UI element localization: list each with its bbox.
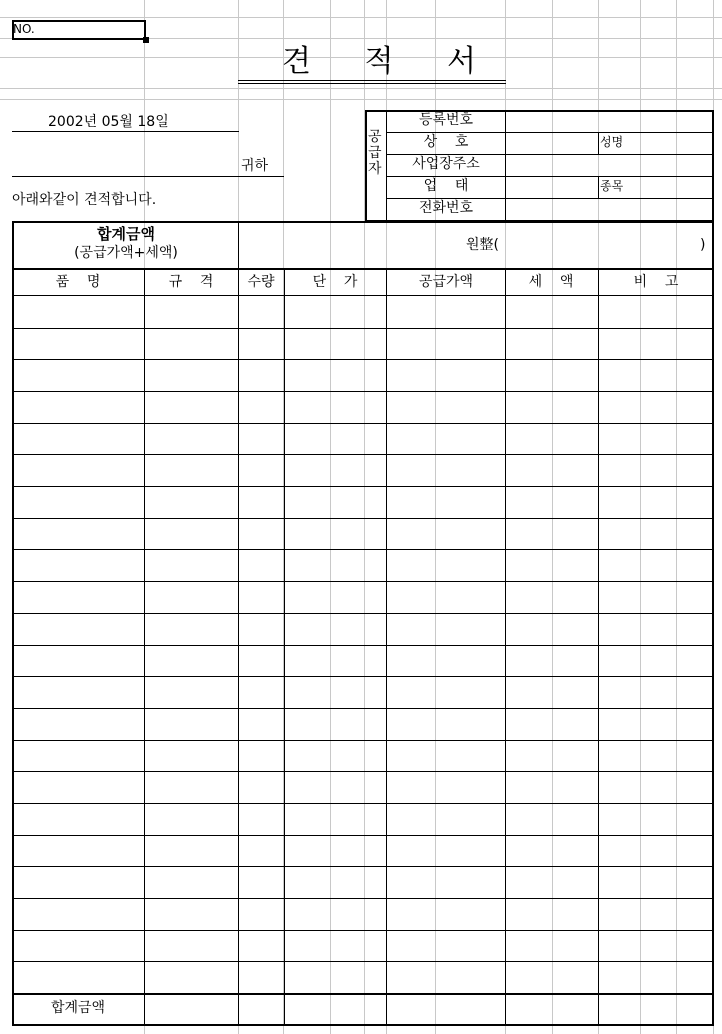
recipient-underline (12, 176, 284, 177)
table-cell-quantity[interactable] (239, 550, 283, 580)
table-cell-spec[interactable] (145, 741, 237, 771)
table-cell-quantity[interactable] (239, 329, 283, 359)
supplier-rep-input[interactable] (640, 133, 712, 153)
table-cell-supply-amount[interactable] (387, 772, 504, 802)
header-quantity: 수량 (247, 274, 275, 290)
no-box-handle (143, 37, 149, 43)
table-cell-unit-price[interactable] (285, 962, 385, 992)
table-cell-remarks[interactable] (599, 709, 713, 739)
table-cell-quantity[interactable] (239, 487, 283, 517)
table-cell-remarks[interactable] (599, 424, 713, 454)
table-cell-tax[interactable] (506, 931, 597, 961)
table-cell-spec[interactable] (145, 519, 237, 549)
table-cell-remarks[interactable] (599, 804, 713, 834)
table-cell-quantity[interactable] (239, 867, 283, 897)
table-cell-quantity[interactable] (239, 519, 283, 549)
table-cell-quantity[interactable] (239, 709, 283, 739)
table-cell-supply-amount[interactable] (387, 550, 504, 580)
supplier-name-label: 성명 (600, 135, 624, 149)
table-cell-supply-amount[interactable] (387, 360, 504, 390)
table-cell-item-name[interactable] (13, 709, 143, 739)
table-cell-tax[interactable] (506, 487, 597, 517)
table-cell-spec[interactable] (145, 646, 237, 676)
recipient-suffix: 귀하 (241, 158, 269, 174)
supplier-name-divider (598, 132, 599, 154)
table-cell-quantity[interactable] (239, 455, 283, 485)
table-cell-spec[interactable] (145, 360, 237, 390)
table-cell-remarks[interactable] (599, 329, 713, 359)
table-cell-spec[interactable] (145, 297, 237, 327)
supplier-item-input[interactable] (640, 177, 712, 197)
table-cell-tax[interactable] (506, 392, 597, 422)
table-cell-tax[interactable] (506, 297, 597, 327)
table-cell-supply-amount[interactable] (387, 836, 504, 866)
table-cell-remarks[interactable] (599, 550, 713, 580)
table-cell-quantity[interactable] (239, 899, 283, 929)
no-label: NO. (13, 22, 35, 36)
table-cell-item-name[interactable] (13, 519, 143, 549)
table-cell-remarks[interactable] (599, 455, 713, 485)
table-cell-remarks[interactable] (599, 931, 713, 961)
table-cell-item-name[interactable] (13, 899, 143, 929)
supplier-company-input[interactable] (507, 133, 597, 153)
table-cell-supply-amount[interactable] (387, 519, 504, 549)
table-cell-unit-price[interactable] (285, 614, 385, 644)
footer-top-line (12, 993, 714, 995)
table-cell-spec[interactable] (145, 836, 237, 866)
supplier-row-label-address: 사업장주소 (412, 156, 480, 172)
table-cell-unit-price[interactable] (285, 899, 385, 929)
date-underline (12, 131, 239, 132)
table-cell-item-name[interactable] (13, 772, 143, 802)
table-cell-item-name[interactable] (13, 931, 143, 961)
supplier-row-label-reg: 등록번호 (418, 112, 474, 128)
supplier-divider (386, 110, 387, 222)
table-cell-tax[interactable] (506, 677, 597, 707)
table-cell-quantity[interactable] (239, 646, 283, 676)
table-cell-spec[interactable] (145, 455, 237, 485)
table-cell-quantity[interactable] (239, 931, 283, 961)
table-cell-tax[interactable] (506, 424, 597, 454)
supplier-phone-input[interactable] (507, 199, 712, 219)
page-title: 견 적 서 (282, 44, 499, 79)
table-cell-quantity[interactable] (239, 614, 283, 644)
table-cell-supply-amount[interactable] (387, 329, 504, 359)
table-cell-item-name[interactable] (13, 392, 143, 422)
table-cell-tax[interactable] (506, 360, 597, 390)
table-cell-spec[interactable] (145, 709, 237, 739)
table-cell-quantity[interactable] (239, 836, 283, 866)
table-cell-tax[interactable] (506, 962, 597, 992)
table-cell-supply-amount[interactable] (387, 297, 504, 327)
supplier-address-input[interactable] (507, 155, 712, 175)
table-cell-remarks[interactable] (599, 297, 713, 327)
table-cell-spec[interactable] (145, 772, 237, 802)
supplier-row-label-business: 업 태 (423, 178, 469, 194)
table-cell-remarks[interactable] (599, 360, 713, 390)
total-divider (238, 221, 239, 270)
header-spec: 규 격 (168, 274, 214, 290)
header-bottom-line (12, 295, 714, 296)
header-supply-amount: 공급가액 (418, 274, 474, 290)
table-cell-quantity[interactable] (239, 424, 283, 454)
table-cell-tax[interactable] (506, 741, 597, 771)
table-cell-unit-price[interactable] (285, 931, 385, 961)
table-cell-remarks[interactable] (599, 772, 713, 802)
table-cell-unit-price[interactable] (285, 646, 385, 676)
table-cell-quantity[interactable] (239, 392, 283, 422)
table-cell-supply-amount[interactable] (387, 455, 504, 485)
table-cell-tax[interactable] (506, 709, 597, 739)
table-cell-spec[interactable] (145, 899, 237, 929)
footer-total-label: 합계금액 (50, 1000, 106, 1016)
supplier-vertical-label-1: 공 (368, 129, 382, 145)
table-cell-unit-price[interactable] (285, 677, 385, 707)
table-cell-unit-price[interactable] (285, 360, 385, 390)
table-cell-item-name[interactable] (13, 836, 143, 866)
footer-total-supply[interactable] (387, 995, 505, 1024)
table-cell-unit-price[interactable] (285, 836, 385, 866)
table-cell-quantity[interactable] (239, 677, 283, 707)
supplier-vertical-label-3: 자 (368, 161, 382, 177)
supplier-item-label: 종목 (600, 179, 624, 193)
supplier-row-label-company: 상 호 (423, 134, 469, 150)
table-cell-unit-price[interactable] (285, 424, 385, 454)
supplier-vertical-label-2: 급 (368, 145, 382, 161)
table-cell-spec[interactable] (145, 550, 237, 580)
table-cell-item-name[interactable] (13, 804, 143, 834)
table-cell-quantity[interactable] (239, 962, 283, 992)
table-cell-remarks[interactable] (599, 487, 713, 517)
table-cell-spec[interactable] (145, 424, 237, 454)
table-cell-unit-price[interactable] (285, 392, 385, 422)
supplier-business-input[interactable] (507, 177, 597, 197)
table-cell-unit-price[interactable] (285, 804, 385, 834)
total-close: ) (700, 237, 706, 253)
table-cell-unit-price[interactable] (285, 582, 385, 612)
title-underline-2 (238, 83, 506, 84)
table-cell-quantity[interactable] (239, 741, 283, 771)
supplier-label-divider (505, 110, 506, 222)
total-title: 합계금액 (97, 225, 155, 243)
date-text: 2002년 05월 18일 (48, 114, 169, 130)
table-cell-remarks[interactable] (599, 677, 713, 707)
table-cell-remarks[interactable] (599, 614, 713, 644)
table-cell-remarks[interactable] (599, 899, 713, 929)
table-cell-tax[interactable] (506, 836, 597, 866)
table-cell-item-name[interactable] (13, 614, 143, 644)
table-cell-supply-amount[interactable] (387, 962, 504, 992)
table-cell-unit-price[interactable] (285, 487, 385, 517)
table-cell-item-name[interactable] (13, 360, 143, 390)
table-cell-supply-amount[interactable] (387, 741, 504, 771)
table-cell-supply-amount[interactable] (387, 646, 504, 676)
table-cell-spec[interactable] (145, 582, 237, 612)
table-cell-tax[interactable] (506, 329, 597, 359)
table-cell-remarks[interactable] (599, 741, 713, 771)
table-cell-spec[interactable] (145, 804, 237, 834)
table-cell-item-name[interactable] (13, 741, 143, 771)
table-cell-supply-amount[interactable] (387, 582, 504, 612)
table-cell-tax[interactable] (506, 646, 597, 676)
table-cell-remarks[interactable] (599, 392, 713, 422)
table-cell-spec[interactable] (145, 677, 237, 707)
intro-text: 아래와같이 견적합니다. (12, 192, 157, 208)
table-cell-spec[interactable] (145, 962, 237, 992)
table-cell-unit-price[interactable] (285, 741, 385, 771)
table-cell-item-name[interactable] (13, 455, 143, 485)
total-subtitle: (공급가액+세액) (74, 245, 178, 261)
table-cell-item-name[interactable] (13, 297, 143, 327)
table-cell-tax[interactable] (506, 899, 597, 929)
table-cell-remarks[interactable] (599, 646, 713, 676)
table-cell-supply-amount[interactable] (387, 614, 504, 644)
table-cell-unit-price[interactable] (285, 455, 385, 485)
table-cell-quantity[interactable] (239, 360, 283, 390)
table-cell-unit-price[interactable] (285, 329, 385, 359)
table-cell-unit-price[interactable] (285, 772, 385, 802)
table-cell-item-name[interactable] (13, 550, 143, 580)
table-cell-tax[interactable] (506, 550, 597, 580)
table-cell-quantity[interactable] (239, 804, 283, 834)
supplier-row-label-phone: 전화번호 (418, 200, 474, 216)
table-cell-supply-amount[interactable] (387, 487, 504, 517)
header-item-name: 품 명 (55, 274, 101, 290)
table-cell-supply-amount[interactable] (387, 931, 504, 961)
table-cell-remarks[interactable] (599, 867, 713, 897)
table-cell-unit-price[interactable] (285, 867, 385, 897)
table-cell-quantity[interactable] (239, 582, 283, 612)
header-unit-price: 단 가 (312, 274, 358, 290)
table-cell-item-name[interactable] (13, 867, 143, 897)
table-cell-spec[interactable] (145, 329, 237, 359)
table-cell-supply-amount[interactable] (387, 392, 504, 422)
table-cell-remarks[interactable] (599, 836, 713, 866)
table-cell-item-name[interactable] (13, 646, 143, 676)
table-cell-tax[interactable] (506, 804, 597, 834)
table-cell-supply-amount[interactable] (387, 867, 504, 897)
table-cell-spec[interactable] (145, 867, 237, 897)
table-cell-item-name[interactable] (13, 582, 143, 612)
header-tax: 세 액 (528, 274, 574, 290)
supplier-item-divider (598, 176, 599, 198)
table-cell-supply-amount[interactable] (387, 424, 504, 454)
table-cell-tax[interactable] (506, 455, 597, 485)
table-cell-spec[interactable] (145, 614, 237, 644)
table-cell-spec[interactable] (145, 931, 237, 961)
table-cell-remarks[interactable] (599, 962, 713, 992)
table-cell-unit-price[interactable] (285, 519, 385, 549)
table-cell-unit-price[interactable] (285, 709, 385, 739)
table-cell-remarks[interactable] (599, 519, 713, 549)
footer-total-quantity[interactable] (239, 995, 284, 1024)
table-cell-supply-amount[interactable] (387, 899, 504, 929)
title-underline-1 (238, 80, 506, 81)
table-cell-supply-amount[interactable] (387, 709, 504, 739)
table-cell-item-name[interactable] (13, 329, 143, 359)
table-cell-tax[interactable] (506, 519, 597, 549)
table-cell-supply-amount[interactable] (387, 804, 504, 834)
table-cell-tax[interactable] (506, 867, 597, 897)
table-cell-unit-price[interactable] (285, 297, 385, 327)
table-cell-unit-price[interactable] (285, 550, 385, 580)
table-cell-item-name[interactable] (13, 677, 143, 707)
table-cell-remarks[interactable] (599, 582, 713, 612)
table-cell-tax[interactable] (506, 582, 597, 612)
table-cell-item-name[interactable] (13, 962, 143, 992)
footer-total-tax[interactable] (506, 995, 598, 1024)
total-amount[interactable] (520, 236, 690, 254)
table-cell-item-name[interactable] (13, 487, 143, 517)
supplier-reg-input[interactable] (507, 111, 712, 131)
header-remarks: 비 고 (633, 274, 679, 290)
table-cell-quantity[interactable] (239, 772, 283, 802)
table-cell-tax[interactable] (506, 614, 597, 644)
table-cell-item-name[interactable] (13, 424, 143, 454)
table-cell-tax[interactable] (506, 772, 597, 802)
table-cell-quantity[interactable] (239, 297, 283, 327)
table-cell-supply-amount[interactable] (387, 677, 504, 707)
table-cell-spec[interactable] (145, 392, 237, 422)
table-cell-spec[interactable] (145, 487, 237, 517)
total-suffix: 원整( (466, 237, 499, 253)
